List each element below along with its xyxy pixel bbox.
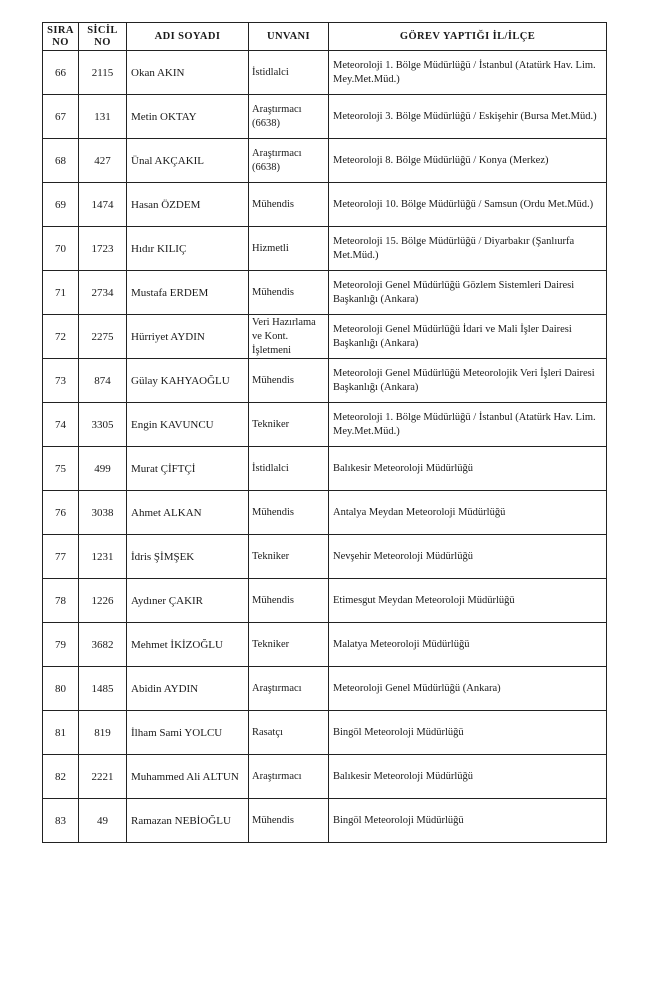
table-row (43, 359, 607, 403)
cell-sicil-no: 3305 (79, 403, 127, 447)
cell-adi-soyadi: Murat ÇİFTÇİ (127, 447, 249, 491)
cell-unvani: Mühendis (249, 579, 329, 623)
cell-adi-soyadi: Mehmet İKİZOĞLU (127, 623, 249, 667)
cell-adi-soyadi: Ahmet ALKAN (127, 491, 249, 535)
table-header-row (43, 23, 607, 51)
cell-sicil-no: 1231 (79, 535, 127, 579)
cell-sira-no: 69 (43, 183, 79, 227)
cell-sicil-no: 874 (79, 359, 127, 403)
table-row (43, 535, 607, 579)
cell-sicil-no: 819 (79, 711, 127, 755)
cell-sicil-no: 499 (79, 447, 127, 491)
cell-adi-soyadi: İdris ŞİMŞEK (127, 535, 249, 579)
cell-sicil-no: 1485 (79, 667, 127, 711)
cell-gorev-yeri: Meteoroloji 3. Bölge Müdürlüğü / Eskişehir (Bursa Met.Müd.) (329, 95, 607, 139)
table-body (43, 51, 607, 843)
cell-sicil-no: 131 (79, 95, 127, 139)
table-row (43, 623, 607, 667)
cell-adi-soyadi: Hıdır KILIÇ (127, 227, 249, 271)
cell-unvani: Mühendis (249, 799, 329, 843)
cell-gorev-yeri: Bingöl Meteoroloji Müdürlüğü (329, 799, 607, 843)
cell-gorev-yeri: Meteoroloji 1. Bölge Müdürlüğü / İstanbul (Atatürk Hav. Lim. Mey.Met.Müd.) (329, 51, 607, 95)
cell-sicil-no: 1723 (79, 227, 127, 271)
cell-unvani: Mühendis (249, 491, 329, 535)
header-sicil-no: SİCİL NO (79, 23, 127, 51)
cell-sira-no: 72 (43, 315, 79, 359)
table-row (43, 315, 607, 359)
cell-sicil-no: 2734 (79, 271, 127, 315)
table-row (43, 51, 607, 95)
cell-gorev-yeri: Meteoroloji Genel Müdürlüğü (Ankara) (329, 667, 607, 711)
cell-sira-no: 67 (43, 95, 79, 139)
cell-unvani: Mühendis (249, 183, 329, 227)
header-gorev-yeri: GÖREV YAPTIĞI İL/İLÇE (329, 23, 607, 51)
cell-gorev-yeri: Antalya Meydan Meteoroloji Müdürlüğü (329, 491, 607, 535)
table-row (43, 711, 607, 755)
cell-adi-soyadi: Ünal AKÇAKIL (127, 139, 249, 183)
cell-sira-no: 68 (43, 139, 79, 183)
cell-adi-soyadi: Metin OKTAY (127, 95, 249, 139)
cell-sira-no: 82 (43, 755, 79, 799)
table-row (43, 183, 607, 227)
cell-adi-soyadi: Ramazan NEBİOĞLU (127, 799, 249, 843)
cell-gorev-yeri: Balıkesir Meteoroloji Müdürlüğü (329, 755, 607, 799)
cell-unvani: Rasatçı (249, 711, 329, 755)
table-row (43, 579, 607, 623)
cell-gorev-yeri: Meteoroloji 8. Bölge Müdürlüğü / Konya (Merkez) (329, 139, 607, 183)
cell-unvani: Mühendis (249, 359, 329, 403)
cell-unvani: Mühendis (249, 271, 329, 315)
cell-gorev-yeri: Meteoroloji Genel Müdürlüğü Gözlem Sistemleri Dairesi Başkanlığı (Ankara) (329, 271, 607, 315)
cell-gorev-yeri: Meteoroloji 15. Bölge Müdürlüğü / Diyarbakır (Şanlıurfa Met.Müd.) (329, 227, 607, 271)
table-row (43, 799, 607, 843)
cell-sira-no: 78 (43, 579, 79, 623)
cell-sira-no: 83 (43, 799, 79, 843)
cell-sira-no: 66 (43, 51, 79, 95)
cell-sicil-no: 3682 (79, 623, 127, 667)
cell-adi-soyadi: Engin KAVUNCU (127, 403, 249, 447)
cell-sicil-no: 1474 (79, 183, 127, 227)
cell-sira-no: 71 (43, 271, 79, 315)
cell-unvani: Araştırmacı (249, 667, 329, 711)
cell-unvani: Hizmetli (249, 227, 329, 271)
personnel-table (42, 22, 607, 843)
cell-unvani: Araştırmacı (249, 755, 329, 799)
table-row (43, 271, 607, 315)
cell-sira-no: 75 (43, 447, 79, 491)
cell-sicil-no: 49 (79, 799, 127, 843)
cell-sira-no: 76 (43, 491, 79, 535)
cell-unvani: İstidlalci (249, 447, 329, 491)
cell-adi-soyadi: Hasan ÖZDEM (127, 183, 249, 227)
cell-sicil-no: 3038 (79, 491, 127, 535)
table-row (43, 403, 607, 447)
cell-unvani: Tekniker (249, 623, 329, 667)
cell-sira-no: 80 (43, 667, 79, 711)
table-row (43, 667, 607, 711)
cell-sicil-no: 2115 (79, 51, 127, 95)
header-adi-soyadi: ADI SOYADI (127, 23, 249, 51)
cell-sicil-no: 2221 (79, 755, 127, 799)
cell-unvani: Veri Hazırlama ve Kont. İşletmeni (249, 315, 329, 359)
cell-unvani: Tekniker (249, 403, 329, 447)
cell-sira-no: 73 (43, 359, 79, 403)
cell-sicil-no: 427 (79, 139, 127, 183)
cell-gorev-yeri: Meteoroloji Genel Müdürlüğü İdari ve Mali İşler Dairesi Başkanlığı (Ankara) (329, 315, 607, 359)
cell-adi-soyadi: Mustafa ERDEM (127, 271, 249, 315)
table-row (43, 95, 607, 139)
header-unvani: UNVANI (249, 23, 329, 51)
cell-gorev-yeri: Bingöl Meteoroloji Müdürlüğü (329, 711, 607, 755)
cell-sicil-no: 1226 (79, 579, 127, 623)
cell-adi-soyadi: Aydıner ÇAKIR (127, 579, 249, 623)
table-row (43, 447, 607, 491)
cell-adi-soyadi: Muhammed Ali ALTUN (127, 755, 249, 799)
cell-sicil-no: 2275 (79, 315, 127, 359)
cell-gorev-yeri: Meteoroloji 10. Bölge Müdürlüğü / Samsun (Ordu Met.Müd.) (329, 183, 607, 227)
cell-unvani: Araştırmacı (6638) (249, 139, 329, 183)
cell-gorev-yeri: Etimesgut Meydan Meteoroloji Müdürlüğü (329, 579, 607, 623)
cell-unvani: Araştırmacı (6638) (249, 95, 329, 139)
cell-gorev-yeri: Nevşehir Meteoroloji Müdürlüğü (329, 535, 607, 579)
cell-adi-soyadi: İlham Sami YOLCU (127, 711, 249, 755)
cell-sira-no: 74 (43, 403, 79, 447)
cell-gorev-yeri: Malatya Meteoroloji Müdürlüğü (329, 623, 607, 667)
cell-sira-no: 77 (43, 535, 79, 579)
cell-unvani: İstidlalci (249, 51, 329, 95)
cell-sira-no: 81 (43, 711, 79, 755)
cell-sira-no: 79 (43, 623, 79, 667)
cell-sira-no: 70 (43, 227, 79, 271)
cell-adi-soyadi: Okan AKIN (127, 51, 249, 95)
header-sira-no: SIRA NO (43, 23, 79, 51)
table-row (43, 227, 607, 271)
cell-adi-soyadi: Hürriyet AYDIN (127, 315, 249, 359)
cell-gorev-yeri: Meteoroloji Genel Müdürlüğü Meteorolojik Veri İşleri Dairesi Başkanlığı (Ankara) (329, 359, 607, 403)
table-row (43, 139, 607, 183)
cell-adi-soyadi: Abidin AYDIN (127, 667, 249, 711)
table-row (43, 491, 607, 535)
cell-gorev-yeri: Meteoroloji 1. Bölge Müdürlüğü / İstanbul (Atatürk Hav. Lim. Mey.Met.Müd.) (329, 403, 607, 447)
cell-adi-soyadi: Gülay KAHYAOĞLU (127, 359, 249, 403)
cell-gorev-yeri: Balıkesir Meteoroloji Müdürlüğü (329, 447, 607, 491)
cell-unvani: Tekniker (249, 535, 329, 579)
table-row (43, 755, 607, 799)
